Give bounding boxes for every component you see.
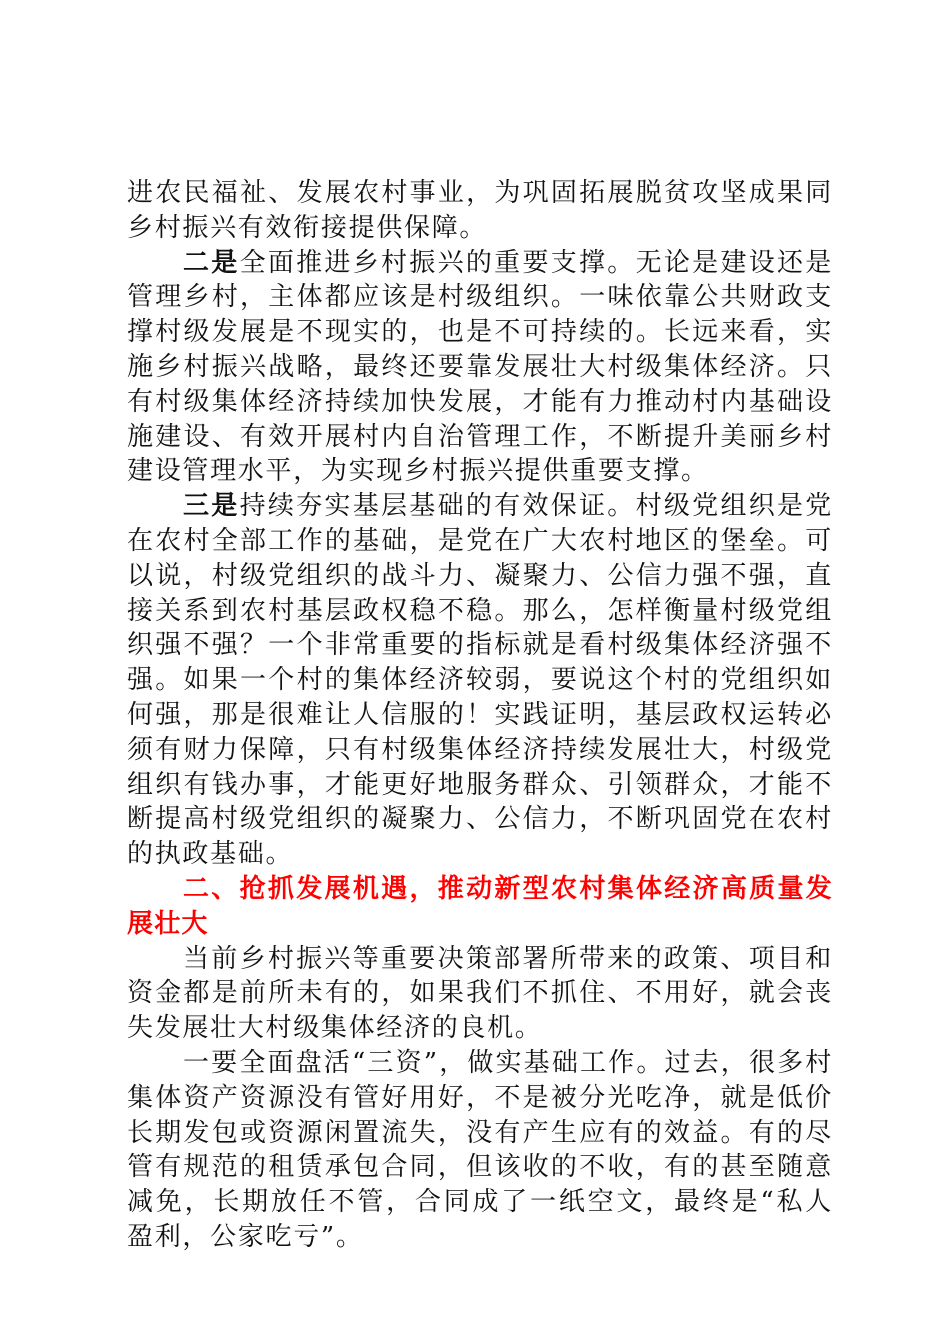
paragraph-continuation: 进农民福祉、发展农村事业，为巩固拓展脱贫攻坚成果同乡村振兴有效衔接提供保障。 xyxy=(127,178,833,243)
paragraph-second-point xyxy=(127,246,833,490)
paragraph-lead-second: 二是 xyxy=(183,247,240,278)
document-page xyxy=(127,176,833,1255)
paragraph-first-requirement: 一要全面盘活“三资”，做实基础工作。过去，很多村集体资产资源没有管好用好，不是被分光吃净，就是低价长期发包或资源闲置流失，没有产生应有的效益。有的尽管有规范的租赁承包合同，但该收的不收，有的甚至随意减免，长期放任不管，合同成了一纸空文，最终是“私人盈利，公家吃亏”。 xyxy=(127,1047,833,1252)
paragraph-section-intro: 当前乡村振兴等重要决策部署所带来的政策、项目和资金都是前所未有的，如果我们不抓住、不用好，就会丧失发展壮大村级集体经济的良机。 xyxy=(127,943,833,1044)
section-heading-two: 二、抢抓发展机遇，推动新型农村集体经济高质量发展壮大 xyxy=(127,873,833,939)
paragraph-third-point xyxy=(127,489,833,872)
paragraph-body-third: 持续夯实基层基础的有效保证。村级党组织是党在农村全部工作的基础，是党在广大农村地区的堡垒。可以说，村级党组织的战斗力、凝聚力、公信力强不强，直接关系到农村基层政权稳不稳。那么，怎样衡量村级党组织强不强？一个非常重要的指标就是看村级集体经济强不强。如果一个村的集体经济较弱，要说这个村的党组织如何强，那是很难让人信服的！实践证明，基层政权运转必须有财力保障，只有村级集体经济持续发展壮大，村级党组织有钱办事，才能更好地服务群众、引领群众，才能不断提高村级党组织的凝聚力、公信力，不断巩固党在农村的执政基础。 xyxy=(127,491,833,870)
paragraph-body-second: 全面推进乡村振兴的重要支撑。无论是建设还是管理乡村，主体都应该是村级组织。一味依靠公共财政支撑村级发展是不现实的，也是不可持续的。长远来看，实施乡村振兴战略，最终还要靠发展壮大村级集体经济。只有村级集体经济持续加快发展，才能有力推动村内基础设施建设、有效开展村内自治管理工作，不断提升美丽乡村建设管理水平，为实现乡村振兴提供重要支撑。 xyxy=(127,247,833,487)
paragraph-lead-third: 三是 xyxy=(183,491,240,522)
